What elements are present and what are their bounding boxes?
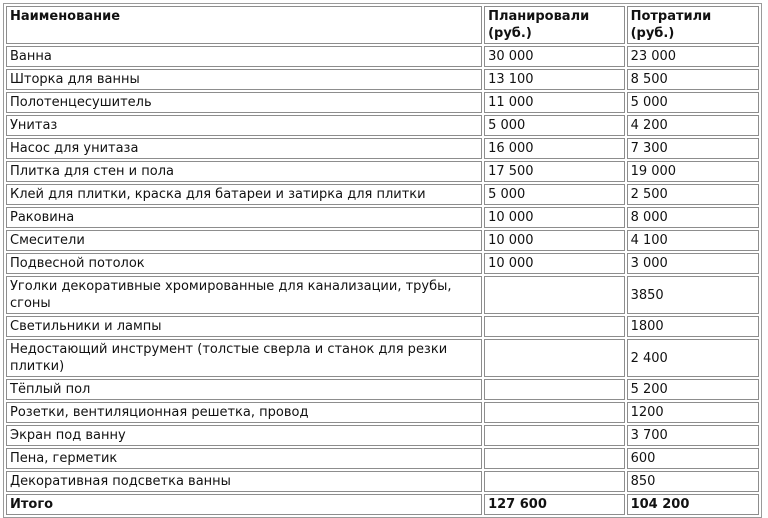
item-planned: 13 100 [484, 69, 625, 90]
table-row [6, 316, 759, 337]
item-planned [484, 316, 625, 337]
item-spent: 4 200 [627, 115, 759, 136]
item-name: Розетки, вентиляционная решетка, провод [6, 402, 482, 423]
table-row [6, 161, 759, 182]
table-row [6, 471, 759, 492]
item-planned: 17 500 [484, 161, 625, 182]
item-name: Унитаз [6, 115, 482, 136]
item-planned [484, 276, 625, 314]
item-planned: 11 000 [484, 92, 625, 113]
budget-table [3, 3, 762, 518]
item-planned [484, 379, 625, 400]
item-planned [484, 402, 625, 423]
total-row [6, 494, 759, 515]
item-name: Полотенцесушитель [6, 92, 482, 113]
item-planned [484, 425, 625, 446]
table-row [6, 379, 759, 400]
item-spent: 3 700 [627, 425, 759, 446]
item-name: Шторка для ванны [6, 69, 482, 90]
item-spent: 3 000 [627, 253, 759, 274]
item-spent: 2 500 [627, 184, 759, 205]
item-name: Насос для унитаза [6, 138, 482, 159]
item-name: Смесители [6, 230, 482, 251]
item-planned [484, 471, 625, 492]
item-spent: 850 [627, 471, 759, 492]
item-spent: 5 000 [627, 92, 759, 113]
item-spent: 19 000 [627, 161, 759, 182]
table-row [6, 138, 759, 159]
item-spent: 8 000 [627, 207, 759, 228]
table-row [6, 276, 759, 314]
total-planned: 127 600 [484, 494, 625, 515]
item-spent: 3850 [627, 276, 759, 314]
item-name: Клей для плитки, краска для батареи и затирка для плитки [6, 184, 482, 205]
item-spent: 5 200 [627, 379, 759, 400]
item-planned [484, 339, 625, 377]
header-row [6, 6, 759, 44]
item-name: Светильники и лампы [6, 316, 482, 337]
table-row [6, 230, 759, 251]
table-row [6, 253, 759, 274]
total-spent: 104 200 [627, 494, 759, 515]
header-name: Наименование [6, 6, 482, 44]
item-name: Ванна [6, 46, 482, 67]
item-planned: 16 000 [484, 138, 625, 159]
item-spent: 2 400 [627, 339, 759, 377]
table-row [6, 339, 759, 377]
table-row [6, 207, 759, 228]
item-name: Подвесной потолок [6, 253, 482, 274]
item-spent: 600 [627, 448, 759, 469]
header-planned: Планировали (руб.) [484, 6, 625, 44]
table-row [6, 92, 759, 113]
item-name: Экран под ванну [6, 425, 482, 446]
item-spent: 1800 [627, 316, 759, 337]
table-row [6, 184, 759, 205]
item-spent: 7 300 [627, 138, 759, 159]
table-row [6, 69, 759, 90]
item-spent: 1200 [627, 402, 759, 423]
table-row [6, 115, 759, 136]
item-spent: 8 500 [627, 69, 759, 90]
budget-table-wrapper [3, 3, 762, 518]
item-spent: 4 100 [627, 230, 759, 251]
item-name: Недостающий инструмент (толстые сверла и станок для резки плитки) [6, 339, 482, 377]
item-planned: 30 000 [484, 46, 625, 67]
item-name: Декоративная подсветка ванны [6, 471, 482, 492]
item-name: Уголки декоративные хромированные для канализации, трубы, сгоны [6, 276, 482, 314]
item-spent: 23 000 [627, 46, 759, 67]
item-planned: 5 000 [484, 184, 625, 205]
table-row [6, 402, 759, 423]
item-name: Плитка для стен и пола [6, 161, 482, 182]
item-name: Раковина [6, 207, 482, 228]
table-row [6, 425, 759, 446]
table-row [6, 46, 759, 67]
item-planned: 10 000 [484, 207, 625, 228]
item-name: Пена, герметик [6, 448, 482, 469]
total-label: Итого [6, 494, 482, 515]
table-row [6, 448, 759, 469]
item-planned: 5 000 [484, 115, 625, 136]
item-planned [484, 448, 625, 469]
item-planned: 10 000 [484, 230, 625, 251]
item-planned: 10 000 [484, 253, 625, 274]
item-name: Тёплый пол [6, 379, 482, 400]
header-spent: Потратили (руб.) [627, 6, 759, 44]
